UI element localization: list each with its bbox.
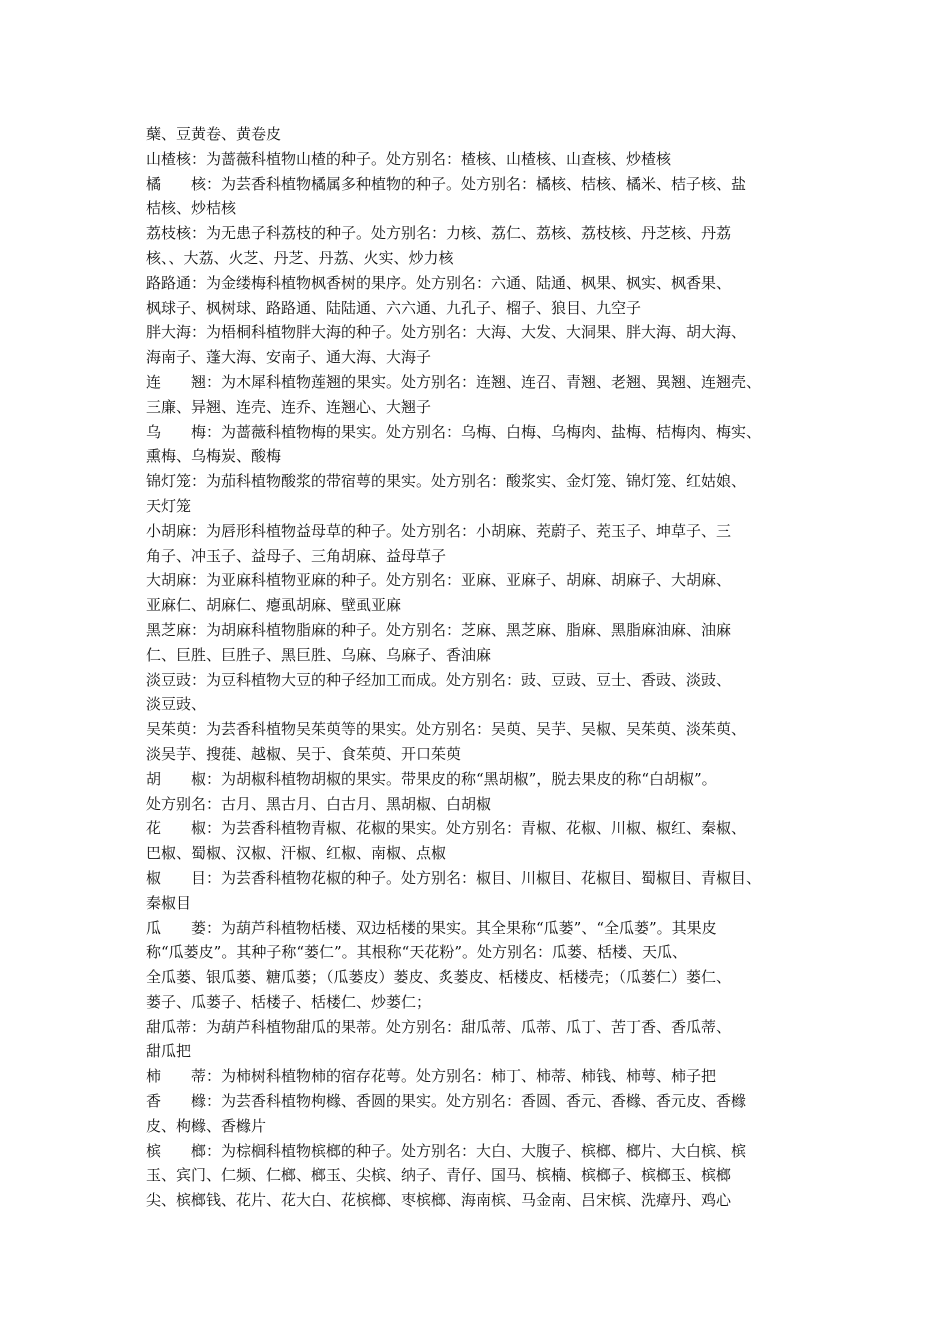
text-line: [146, 1213, 826, 1238]
text-line: 亚麻仁、胡麻仁、瘪虱胡麻、壁虱亚麻: [146, 596, 402, 615]
text-line: 吴茱萸：为芸香科植物吴茱萸等的果实。处方别名：吴萸、吴芋、吴椒、吴茱萸、淡茱萸、: [146, 720, 747, 739]
text-line: 尖、槟榔钱、花片、花大白、花槟榔、枣槟榔、海南槟、马金南、吕宋槟、洗瘴丹、鸡心: [146, 1191, 732, 1210]
text-line: 全瓜蒌、银瓜蒌、糖瓜蒌；（瓜蒌皮）蒌皮、炙蒌皮、栝楼皮、栝楼壳；（瓜蒌仁）蒌仁、: [146, 968, 732, 987]
text-line: 淡吴芋、搜蓰、越椒、吴于、食茱萸、开口茱萸: [146, 744, 462, 763]
text-line: 处方别名：古月、黑古月、白古月、黑胡椒、白胡椒: [146, 794, 492, 813]
text-line: 花 椒：为芸香科植物青椒、花椒的果实。处方别名：青椒、花椒、川椒、椒红、秦椒、: [146, 819, 747, 838]
text-line: 淡豆豉：为豆科植物大豆的种子经加工而成。处方别名：豉、豆豉、豆士、香豉、淡豉、: [146, 670, 732, 689]
document-body: [146, 122, 826, 1238]
text-line: 椒 目：为芸香科植物花椒的种子。处方别名：椒目、川椒目、花椒目、蜀椒目、青椒目、: [146, 868, 762, 887]
text-line: 连 翘：为木犀科植物莲翘的果实。处方别名：连翘、连召、青翘、老翘、異翘、连翘壳、: [146, 372, 762, 391]
text-line: 乌 梅：为蔷薇科植物梅的果实。处方别名：乌梅、白梅、乌梅肉、盐梅、桔梅肉、梅实、: [146, 422, 762, 441]
text-line: 甜瓜把: [146, 1042, 192, 1061]
text-line: 巴椒、蜀椒、汉椒、汗椒、红椒、南椒、点椒: [146, 844, 447, 863]
text-line: 柿 蒂：为柿树科植物柿的宿存花萼。处方别名：柿丁、柿蒂、柿钱、柿萼、柿子把: [146, 1067, 717, 1086]
text-line: 甜瓜蒂：为葫芦科植物甜瓜的果蒂。处方别名：甜瓜蒂、瓜蒂、瓜丁、苦丁香、香瓜蒂、: [146, 1017, 732, 1036]
text-line: 枫球子、枫树球、路路通、陆陆通、六六通、九孔子、榴子、狼目、九空子: [146, 298, 642, 317]
text-line: 桔核、炒桔核: [146, 199, 237, 218]
text-line: 角子、冲玉子、益母子、三角胡麻、益母草子: [146, 546, 447, 565]
text-line: 橘 核：为芸香科植物橘属多种植物的种子。处方别名：橘核、桔核、橘米、桔子核、盐: [146, 174, 747, 193]
text-line: 玉、宾门、仁频、仁榔、榔玉、尖槟、纳子、青仔、国马、槟楠、槟榔子、槟榔玉、槟榔: [146, 1166, 732, 1185]
text-line: 皮、枸橼、香橼片: [146, 1116, 267, 1135]
text-line: 胡 椒：为胡椒科植物胡椒的果实。带果皮的称“黑胡椒”，脱去果皮的称“白胡椒”。: [146, 769, 717, 788]
text-line: 海南子、蓬大海、安南子、通大海、大海子: [146, 348, 432, 367]
text-line: 荔枝核：为无患子科荔枝的种子。处方别名：力核、荔仁、荔核、荔枝核、丹芝核、丹荔: [146, 224, 732, 243]
text-line: 三廉、异翘、连壳、连乔、连翘心、大翘子: [146, 397, 432, 416]
text-line: 瓜 蒌：为葫芦科植物栝楼、双边栝楼的果实。其全果称“瓜蒌”、“全瓜蒌”。其果皮: [146, 918, 717, 937]
text-line: 黑芝麻：为胡麻科植物脂麻的种子。处方别名：芝麻、黑芝麻、脂麻、黑脂麻油麻、油麻: [146, 620, 732, 639]
text-line: 香 橼：为芸香科植物枸橼、香圆的果实。处方别名：香圆、香元、香橼、香元皮、香橼: [146, 1092, 747, 1111]
text-line: 天灯笼: [146, 496, 192, 515]
text-line: 锦灯笼：为茄科植物酸浆的带宿萼的果实。处方别名：酸浆实、金灯笼、锦灯笼、红姑娘、: [146, 472, 747, 491]
text-line: 仁、巨胜、巨胜子、黑巨胜、乌麻、乌麻子、香油麻: [146, 645, 492, 664]
text-line: 山楂核：为蔷薇科植物山楂的种子。处方别名：楂核、山楂核、山查核、炒楂核: [146, 149, 672, 168]
text-line: 路路通：为金缕梅科植物枫香树的果序。处方别名：六通、陆通、枫果、枫实、枫香果、: [146, 273, 732, 292]
text-line: 秦椒目: [146, 893, 192, 912]
text-line: 小胡麻：为唇形科植物益母草的种子。处方别名：小胡麻、茺蔚子、茺玉子、坤草子、三: [146, 521, 732, 540]
text-line: 胖大海：为梧桐科植物胖大海的种子。处方别名：大海、大发、大洞果、胖大海、胡大海、: [146, 323, 747, 342]
text-line: 核、、大荔、火芝、丹芝、丹荔、火实、炒力核: [146, 248, 454, 267]
text-line: 淡豆豉、: [146, 695, 207, 714]
text-line: 熏梅、乌梅炭、酸梅: [146, 447, 282, 466]
text-line: 大胡麻：为亚麻科植物亚麻的种子。处方别名：亚麻、亚麻子、胡麻、胡麻子、大胡麻、: [146, 571, 732, 590]
text-line: 槟 榔：为棕榈科植物槟榔的种子。处方别名：大白、大腹子、槟榔、榔片、大白槟、槟: [146, 1141, 747, 1160]
text-line: 蒌子、瓜蒌子、栝楼子、栝楼仁、炒蒌仁；: [146, 992, 432, 1011]
text-line: 蘖、豆黄卷、黄卷皮: [146, 125, 282, 143]
text-line: 称“瓜蒌皮”。其种子称“蒌仁”。其根称“天花粉”。处方别名：瓜蒌、栝楼、天瓜、: [146, 943, 688, 962]
